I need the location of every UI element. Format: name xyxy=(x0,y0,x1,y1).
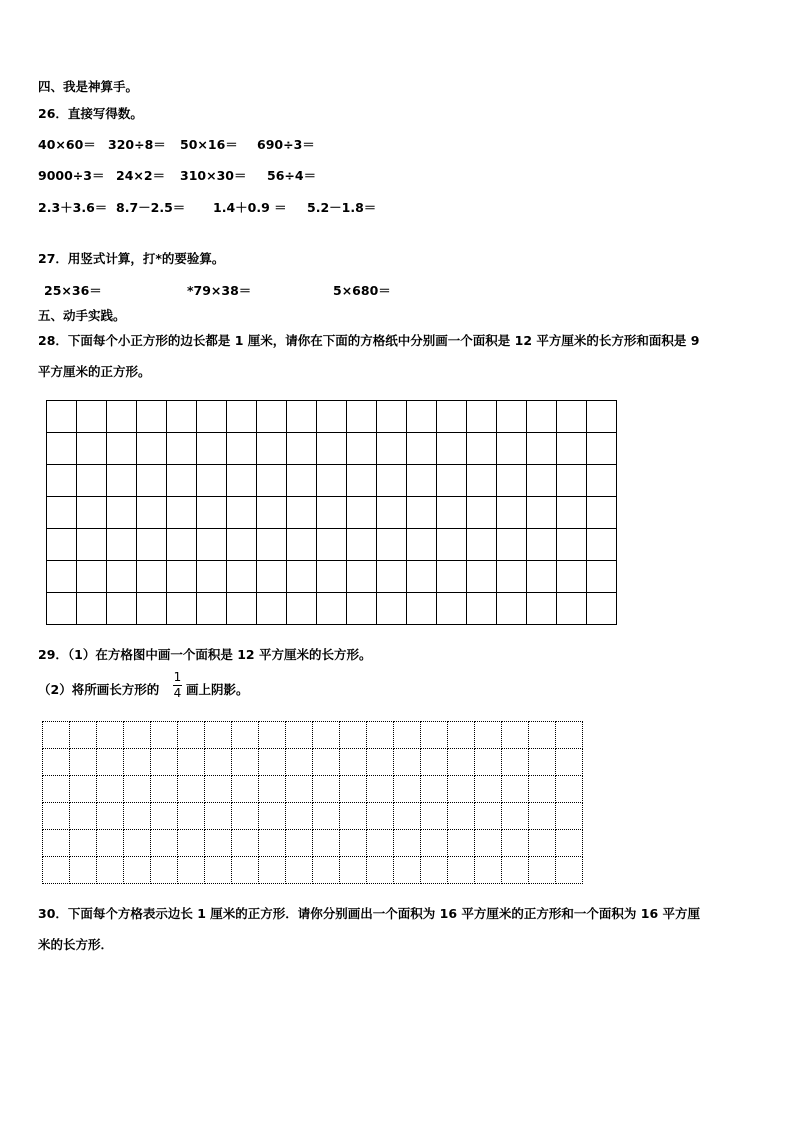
grid-cell[interactable] xyxy=(437,465,467,497)
grid-cell[interactable] xyxy=(367,722,394,749)
grid-cell[interactable] xyxy=(259,749,286,776)
grid-cell[interactable] xyxy=(467,433,497,465)
grid-cell[interactable] xyxy=(77,465,107,497)
grid-cell[interactable] xyxy=(527,401,557,433)
grid-cell[interactable] xyxy=(437,561,467,593)
grid-cell[interactable] xyxy=(232,776,259,803)
grid-cell[interactable] xyxy=(47,529,77,561)
grid-cell[interactable] xyxy=(43,776,70,803)
grid-cell[interactable] xyxy=(556,722,583,749)
grid-cell[interactable] xyxy=(475,803,502,830)
grid-cell[interactable] xyxy=(124,830,151,857)
grid-cell[interactable] xyxy=(70,857,97,884)
q29-grid-paper[interactable] xyxy=(42,721,583,884)
grid-cell[interactable] xyxy=(257,465,287,497)
grid-cell[interactable] xyxy=(257,433,287,465)
q26-expr: 1.4＋0.9 ＝ xyxy=(213,200,287,215)
grid-cell[interactable] xyxy=(587,401,617,433)
grid-cell[interactable] xyxy=(377,497,407,529)
grid-cell[interactable] xyxy=(70,776,97,803)
grid-cell[interactable] xyxy=(407,529,437,561)
grid-cell[interactable] xyxy=(421,722,448,749)
grid-cell[interactable] xyxy=(377,561,407,593)
grid-cell[interactable] xyxy=(529,722,556,749)
grid-cell[interactable] xyxy=(197,433,227,465)
grid-cell[interactable] xyxy=(107,401,137,433)
grid-cell[interactable] xyxy=(287,561,317,593)
grid-cell[interactable] xyxy=(556,857,583,884)
grid-cell[interactable] xyxy=(587,561,617,593)
grid-cell[interactable] xyxy=(317,497,347,529)
q26-title: 26．直接写得数。 xyxy=(38,106,143,121)
q26-expr: 320÷8＝ xyxy=(108,137,166,152)
grid-cell[interactable] xyxy=(178,830,205,857)
grid-cell[interactable] xyxy=(124,803,151,830)
grid-cell[interactable] xyxy=(437,401,467,433)
grid-row xyxy=(43,857,583,884)
grid-cell[interactable] xyxy=(227,433,257,465)
grid-cell[interactable] xyxy=(197,401,227,433)
grid-cell[interactable] xyxy=(556,803,583,830)
grid-cell[interactable] xyxy=(502,722,529,749)
grid-cell[interactable] xyxy=(287,529,317,561)
grid-cell[interactable] xyxy=(407,401,437,433)
grid-cell[interactable] xyxy=(167,497,197,529)
grid-cell[interactable] xyxy=(448,722,475,749)
grid-cell[interactable] xyxy=(367,803,394,830)
grid-cell[interactable] xyxy=(197,465,227,497)
grid-cell[interactable] xyxy=(232,830,259,857)
grid-cell[interactable] xyxy=(587,593,617,625)
grid-cell[interactable] xyxy=(97,776,124,803)
q26-expr: 8.7－2.5＝ xyxy=(116,200,186,215)
grid-cell[interactable] xyxy=(43,803,70,830)
grid-cell[interactable] xyxy=(502,749,529,776)
grid-cell[interactable] xyxy=(475,857,502,884)
grid-cell[interactable] xyxy=(70,830,97,857)
grid-cell[interactable] xyxy=(317,561,347,593)
grid-cell[interactable] xyxy=(497,465,527,497)
grid-cell[interactable] xyxy=(47,401,77,433)
grid-cell[interactable] xyxy=(475,749,502,776)
grid-cell[interactable] xyxy=(287,497,317,529)
grid-cell[interactable] xyxy=(178,722,205,749)
grid-cell[interactable] xyxy=(167,529,197,561)
q26-expr: 2.3＋3.6＝ xyxy=(38,200,108,215)
grid-cell[interactable] xyxy=(556,776,583,803)
grid-cell[interactable] xyxy=(97,803,124,830)
grid-cell[interactable] xyxy=(347,593,377,625)
grid-cell[interactable] xyxy=(107,433,137,465)
grid-cell[interactable] xyxy=(557,465,587,497)
grid-cell[interactable] xyxy=(448,857,475,884)
grid-cell[interactable] xyxy=(167,465,197,497)
grid-cell[interactable] xyxy=(340,857,367,884)
grid-cell[interactable] xyxy=(421,776,448,803)
grid-cell[interactable] xyxy=(502,830,529,857)
grid-cell[interactable] xyxy=(467,465,497,497)
grid-cell[interactable] xyxy=(151,749,178,776)
grid-cell[interactable] xyxy=(107,465,137,497)
grid-cell[interactable] xyxy=(497,401,527,433)
grid-cell[interactable] xyxy=(97,830,124,857)
grid-cell[interactable] xyxy=(340,776,367,803)
grid-cell[interactable] xyxy=(529,857,556,884)
grid-cell[interactable] xyxy=(47,561,77,593)
grid-cell[interactable] xyxy=(257,401,287,433)
grid-cell[interactable] xyxy=(377,433,407,465)
grid-cell[interactable] xyxy=(232,857,259,884)
grid-cell[interactable] xyxy=(205,722,232,749)
grid-cell[interactable] xyxy=(421,803,448,830)
grid-cell[interactable] xyxy=(557,401,587,433)
q29-text-line-2-post: 画上阴影。 xyxy=(186,682,249,697)
q28-text-line-1: 28．下面每个小正方形的边长都是 1 厘米，请你在下面的方格纸中分别画一个面积是 12 平方厘米的长方形和面积是 9 xyxy=(38,333,700,348)
grid-cell[interactable] xyxy=(259,722,286,749)
fraction-one-quarter xyxy=(173,671,182,700)
grid-cell[interactable] xyxy=(367,857,394,884)
grid-cell[interactable] xyxy=(286,749,313,776)
grid-cell[interactable] xyxy=(287,593,317,625)
grid-cell[interactable] xyxy=(587,529,617,561)
grid-cell[interactable] xyxy=(497,497,527,529)
grid-cell[interactable] xyxy=(313,803,340,830)
grid-cell[interactable] xyxy=(124,776,151,803)
grid-cell[interactable] xyxy=(347,529,377,561)
grid-cell[interactable] xyxy=(421,830,448,857)
grid-cell[interactable] xyxy=(232,722,259,749)
grid-cell[interactable] xyxy=(527,593,557,625)
grid-cell[interactable] xyxy=(467,561,497,593)
grid-cell[interactable] xyxy=(421,749,448,776)
grid-cell[interactable] xyxy=(467,593,497,625)
grid-cell[interactable] xyxy=(317,401,347,433)
grid-cell[interactable] xyxy=(137,465,167,497)
grid-row xyxy=(43,749,583,776)
q26-expr: 310×30＝ xyxy=(180,168,247,183)
grid-cell[interactable] xyxy=(587,433,617,465)
grid-row xyxy=(47,401,617,433)
grid-cell[interactable] xyxy=(557,433,587,465)
grid-row xyxy=(43,722,583,749)
grid-cell[interactable] xyxy=(394,830,421,857)
grid-cell[interactable] xyxy=(317,433,347,465)
grid-cell[interactable] xyxy=(43,830,70,857)
grid-cell[interactable] xyxy=(527,433,557,465)
grid-cell[interactable] xyxy=(340,749,367,776)
fraction-denominator: 4 xyxy=(173,686,182,700)
q29-text-line-2-pre: （2）将所画长方形的 xyxy=(38,682,160,697)
grid-cell[interactable] xyxy=(205,776,232,803)
grid-cell[interactable] xyxy=(227,593,257,625)
grid-cell[interactable] xyxy=(107,561,137,593)
grid-cell[interactable] xyxy=(259,803,286,830)
grid-cell[interactable] xyxy=(556,749,583,776)
grid-cell[interactable] xyxy=(394,722,421,749)
grid-cell[interactable] xyxy=(394,749,421,776)
grid-cell[interactable] xyxy=(178,803,205,830)
grid-row xyxy=(47,497,617,529)
grid-cell[interactable] xyxy=(377,401,407,433)
grid-row xyxy=(43,830,583,857)
grid-cell[interactable] xyxy=(124,749,151,776)
grid-cell[interactable] xyxy=(587,465,617,497)
grid-cell[interactable] xyxy=(70,722,97,749)
grid-row xyxy=(47,465,617,497)
grid-cell[interactable] xyxy=(151,776,178,803)
q27-expr: 25×36＝ xyxy=(44,283,102,298)
grid-cell[interactable] xyxy=(47,433,77,465)
grid-row xyxy=(43,803,583,830)
q30-text-line-2: 米的长方形． xyxy=(38,937,114,952)
grid-cell[interactable] xyxy=(227,561,257,593)
grid-cell[interactable] xyxy=(205,749,232,776)
grid-cell[interactable] xyxy=(287,433,317,465)
grid-cell[interactable] xyxy=(407,561,437,593)
grid-cell[interactable] xyxy=(317,465,347,497)
grid-cell[interactable] xyxy=(286,830,313,857)
q27-title: 27．用竖式计算，打*的要验算。 xyxy=(38,251,225,266)
grid-cell[interactable] xyxy=(151,722,178,749)
grid-cell[interactable] xyxy=(151,830,178,857)
grid-cell[interactable] xyxy=(167,401,197,433)
grid-cell[interactable] xyxy=(313,776,340,803)
grid-cell[interactable] xyxy=(527,561,557,593)
grid-cell[interactable] xyxy=(77,401,107,433)
grid-cell[interactable] xyxy=(529,776,556,803)
grid-cell[interactable] xyxy=(124,722,151,749)
grid-cell[interactable] xyxy=(557,529,587,561)
grid-cell[interactable] xyxy=(197,497,227,529)
grid-cell[interactable] xyxy=(70,803,97,830)
grid-cell[interactable] xyxy=(43,857,70,884)
grid-cell[interactable] xyxy=(43,749,70,776)
grid-cell[interactable] xyxy=(232,749,259,776)
grid-cell[interactable] xyxy=(475,830,502,857)
grid-cell[interactable] xyxy=(205,803,232,830)
grid-cell[interactable] xyxy=(347,561,377,593)
grid-cell[interactable] xyxy=(437,497,467,529)
grid-cell[interactable] xyxy=(347,497,377,529)
q26-expr: 690÷3＝ xyxy=(257,137,315,152)
grid-cell[interactable] xyxy=(137,401,167,433)
grid-cell[interactable] xyxy=(137,497,167,529)
grid-cell[interactable] xyxy=(497,561,527,593)
grid-cell[interactable] xyxy=(197,593,227,625)
grid-cell[interactable] xyxy=(407,465,437,497)
grid-cell[interactable] xyxy=(347,465,377,497)
grid-cell[interactable] xyxy=(178,857,205,884)
q26-expr: 50×16＝ xyxy=(180,137,238,152)
q26-expr: 40×60＝ xyxy=(38,137,96,152)
grid-cell[interactable] xyxy=(197,529,227,561)
grid-cell[interactable] xyxy=(97,857,124,884)
grid-cell[interactable] xyxy=(394,857,421,884)
grid-cell[interactable] xyxy=(47,497,77,529)
grid-cell[interactable] xyxy=(527,465,557,497)
grid-cell[interactable] xyxy=(137,561,167,593)
grid-cell[interactable] xyxy=(107,529,137,561)
grid-cell[interactable] xyxy=(340,803,367,830)
grid-cell[interactable] xyxy=(437,593,467,625)
q30-text-line-1: 30．下面每个方格表示边长 1 厘米的正方形．请你分别画出一个面积为 16 平方厘米的正方形和一个面积为 16 平方厘 xyxy=(38,906,700,921)
grid-cell[interactable] xyxy=(475,722,502,749)
grid-cell[interactable] xyxy=(377,593,407,625)
grid-cell[interactable] xyxy=(167,593,197,625)
grid-cell[interactable] xyxy=(178,749,205,776)
grid-cell[interactable] xyxy=(557,497,587,529)
grid-cell[interactable] xyxy=(407,433,437,465)
q28-grid-paper[interactable] xyxy=(46,400,617,625)
grid-cell[interactable] xyxy=(529,830,556,857)
grid-row xyxy=(43,776,583,803)
grid-cell[interactable] xyxy=(502,857,529,884)
grid-cell[interactable] xyxy=(437,529,467,561)
q26-expr: 9000÷3＝ xyxy=(38,168,105,183)
grid-cell[interactable] xyxy=(347,433,377,465)
grid-cell[interactable] xyxy=(367,776,394,803)
grid-cell[interactable] xyxy=(77,561,107,593)
fraction-numerator: 1 xyxy=(173,670,182,684)
grid-cell[interactable] xyxy=(70,749,97,776)
grid-row xyxy=(47,529,617,561)
grid-cell[interactable] xyxy=(502,776,529,803)
grid-cell[interactable] xyxy=(587,497,617,529)
grid-cell[interactable] xyxy=(347,401,377,433)
grid-cell[interactable] xyxy=(313,830,340,857)
grid-cell[interactable] xyxy=(527,529,557,561)
grid-cell[interactable] xyxy=(367,830,394,857)
grid-cell[interactable] xyxy=(227,465,257,497)
grid-cell[interactable] xyxy=(448,830,475,857)
grid-cell[interactable] xyxy=(137,529,167,561)
grid-cell[interactable] xyxy=(497,529,527,561)
grid-cell[interactable] xyxy=(257,561,287,593)
grid-cell[interactable] xyxy=(286,803,313,830)
grid-cell[interactable] xyxy=(286,857,313,884)
grid-cell[interactable] xyxy=(394,803,421,830)
grid-row xyxy=(47,561,617,593)
grid-cell[interactable] xyxy=(557,593,587,625)
grid-cell[interactable] xyxy=(286,776,313,803)
q27-expr: *79×38＝ xyxy=(187,283,252,298)
grid-cell[interactable] xyxy=(259,857,286,884)
grid-cell[interactable] xyxy=(77,433,107,465)
grid-cell[interactable] xyxy=(394,776,421,803)
grid-cell[interactable] xyxy=(137,433,167,465)
grid-cell[interactable] xyxy=(475,776,502,803)
grid-cell[interactable] xyxy=(448,749,475,776)
q26-expr: 24×2＝ xyxy=(116,168,166,183)
grid-cell[interactable] xyxy=(287,465,317,497)
grid-cell[interactable] xyxy=(77,593,107,625)
grid-cell[interactable] xyxy=(340,722,367,749)
grid-cell[interactable] xyxy=(197,561,227,593)
grid-cell[interactable] xyxy=(205,857,232,884)
grid-cell[interactable] xyxy=(497,433,527,465)
grid-cell[interactable] xyxy=(259,776,286,803)
grid-cell[interactable] xyxy=(232,803,259,830)
grid-cell[interactable] xyxy=(47,465,77,497)
q28-text-line-2: 平方厘米的正方形。 xyxy=(38,364,151,379)
grid-cell[interactable] xyxy=(377,465,407,497)
grid-cell[interactable] xyxy=(167,561,197,593)
grid-cell[interactable] xyxy=(205,830,232,857)
grid-cell[interactable] xyxy=(43,722,70,749)
grid-cell[interactable] xyxy=(107,497,137,529)
grid-cell[interactable] xyxy=(97,749,124,776)
grid-cell[interactable] xyxy=(497,593,527,625)
grid-cell[interactable] xyxy=(47,593,77,625)
grid-cell[interactable] xyxy=(529,749,556,776)
grid-cell[interactable] xyxy=(467,529,497,561)
grid-cell[interactable] xyxy=(227,529,257,561)
grid-cell[interactable] xyxy=(227,497,257,529)
grid-cell[interactable] xyxy=(377,529,407,561)
grid-cell[interactable] xyxy=(257,529,287,561)
grid-cell[interactable] xyxy=(97,722,124,749)
grid-cell[interactable] xyxy=(317,593,347,625)
grid-cell[interactable] xyxy=(77,529,107,561)
section-heading-4: 四、我是神算手。 xyxy=(38,79,139,94)
grid-cell[interactable] xyxy=(502,803,529,830)
grid-cell[interactable] xyxy=(557,561,587,593)
grid-cell[interactable] xyxy=(437,433,467,465)
grid-cell[interactable] xyxy=(529,803,556,830)
grid-cell[interactable] xyxy=(421,857,448,884)
section-heading-5: 五、动手实践。 xyxy=(38,308,126,323)
grid-cell[interactable] xyxy=(257,497,287,529)
grid-cell[interactable] xyxy=(367,749,394,776)
grid-cell[interactable] xyxy=(257,593,287,625)
grid-cell[interactable] xyxy=(407,497,437,529)
grid-cell[interactable] xyxy=(313,749,340,776)
grid-cell[interactable] xyxy=(178,776,205,803)
grid-cell[interactable] xyxy=(287,401,317,433)
grid-cell[interactable] xyxy=(313,722,340,749)
q29-text-line-1: 29．（1）在方格图中画一个面积是 12 平方厘米的长方形。 xyxy=(38,647,372,662)
grid-cell[interactable] xyxy=(313,857,340,884)
grid-cell[interactable] xyxy=(137,593,167,625)
grid-cell[interactable] xyxy=(556,830,583,857)
grid-cell[interactable] xyxy=(407,593,437,625)
grid-cell[interactable] xyxy=(227,401,257,433)
grid-cell[interactable] xyxy=(448,776,475,803)
grid-cell[interactable] xyxy=(340,830,367,857)
q26-expr: 5.2－1.8＝ xyxy=(307,200,377,215)
q27-expr: 5×680＝ xyxy=(333,283,391,298)
grid-cell[interactable] xyxy=(467,497,497,529)
grid-row xyxy=(47,593,617,625)
grid-cell[interactable] xyxy=(448,803,475,830)
grid-cell[interactable] xyxy=(107,593,137,625)
grid-cell[interactable] xyxy=(527,497,557,529)
grid-cell[interactable] xyxy=(77,497,107,529)
grid-cell[interactable] xyxy=(167,433,197,465)
grid-cell[interactable] xyxy=(317,529,347,561)
grid-cell[interactable] xyxy=(286,722,313,749)
grid-cell[interactable] xyxy=(124,857,151,884)
grid-cell[interactable] xyxy=(259,830,286,857)
grid-cell[interactable] xyxy=(467,401,497,433)
grid-row xyxy=(47,433,617,465)
q26-expr: 56÷4＝ xyxy=(267,168,317,183)
grid-cell[interactable] xyxy=(151,803,178,830)
grid-cell[interactable] xyxy=(151,857,178,884)
